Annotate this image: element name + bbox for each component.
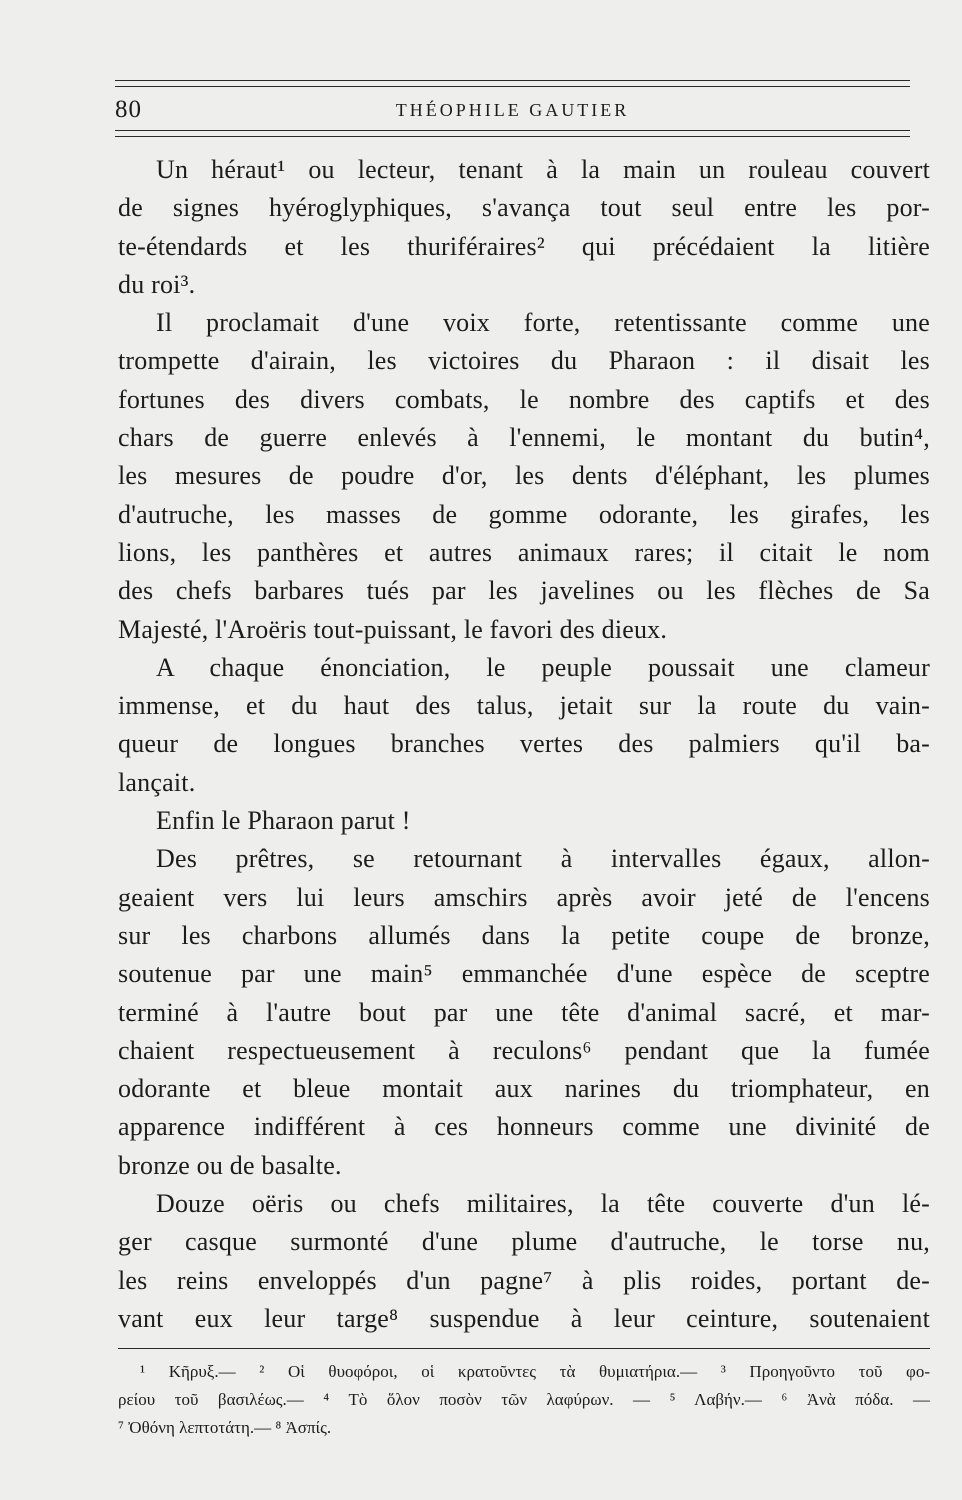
header-top-rule-inner [115,86,910,87]
header-bottom-rule-inner [115,136,910,137]
header-bottom-rule [115,130,910,131]
text-line: d'autruche, les masses de gomme odorante, les girafes, les [118,499,930,529]
text-line: Majesté, l'Aroëris tout-puissant, le favori des dieux. [118,614,668,644]
text-line: bronze ou de basalte. [118,1150,342,1180]
header-top-rule [115,80,910,81]
text-line: vant eux leur targe⁸ suspendue à leur ceinture, soutenaient [118,1303,930,1333]
footnote-line: ¹ Κῆρυξ.— ² Οἱ θυοφόροι, οἱ κρατοῦντες τὰ θυμιατήρια.— ³ Προηγοῦντο τοῦ φο- [140,1362,930,1381]
text-line: odorante et bleue montait aux narines du triomphateur, en [118,1074,930,1104]
text-line: Un héraut¹ ou lecteur, tenant à la main un rouleau couvert [156,155,930,184]
text-line: lançait. [118,767,196,797]
text-line: A chaque énonciation, le peuple poussait une clameur [156,652,930,682]
footnote-rule [118,1348,930,1349]
text-line: geaient vers lui leurs amschirs après avoir jeté de l'encens [118,882,930,912]
text-line: trompette d'airain, les victoires du Pharaon : il disait les [118,346,930,376]
text-line: soutenue par une main⁵ emmanchée d'une espèce de sceptre [118,959,930,989]
footnotes [118,1358,930,1442]
page-number: 80 [115,96,142,123]
text-line: chaient respectueusement à reculons⁶ pendant que la fumée [118,1035,930,1065]
body-text [118,151,930,1338]
text-line: du roi³. [118,269,196,299]
footnote-line: ρείου τοῦ βασιλέως.— ⁴ Τὸ ὅλον ποσὸν τῶν λαφύρων. — ⁵ Λαβήν.— ⁶ Ἀνὰ πόδα. — [118,1390,930,1409]
text-line: terminé à l'autre bout par une tête d'animal sacré, et mar- [118,997,930,1027]
text-line: les reins enveloppés d'un pagne⁷ à plis roides, portant de- [118,1265,930,1295]
text-line: fortunes des divers combats, le nombre des captifs et des [118,384,930,414]
text-line: queur de longues branches vertes des palmiers qu'il ba- [118,729,930,759]
text-line: sur les charbons allumés dans la petite coupe de bronze, [118,920,930,950]
running-header [115,92,910,132]
footnote-line: ⁷ Ὀθόνη λεπτοτάτη.— ⁸ Ἀσπίς. [118,1418,332,1437]
text-line: chars de guerre enlevés à l'ennemi, le montant du butin⁴, [118,423,930,453]
text-line: Enfin le Pharaon parut ! [156,806,411,836]
text-line: Douze oëris ou chefs militaires, la tête couverte d'un lé- [156,1189,930,1219]
text-line: les mesures de poudre d'or, les dents d'éléphant, les plumes [118,461,930,491]
text-line: de signes hyéroglyphiques, s'avança tout seul entre les por- [118,193,930,223]
text-line: apparence indifférent à ces honneurs comme une divinité de [118,1112,930,1142]
running-title: THÉOPHILE GAUTIER [395,100,630,120]
text-line: Il proclamait d'une voix forte, retentissante comme une [156,308,930,338]
text-line: te-étendards et les thuriféraires² qui précédaient la litière [118,231,930,261]
text-line: ger casque surmonté d'une plume d'autruche, le torse nu, [118,1227,930,1257]
text-line: lions, les panthères et autres animaux rares; il citait le nom [118,537,930,567]
text-line: des chefs barbares tués par les javelines ou les flèches de Sa [118,576,930,606]
text-line: immense, et du haut des talus, jetait sur la route du vain- [118,691,930,721]
text-line: Des prêtres, se retournant à intervalles égaux, allon- [156,844,930,874]
